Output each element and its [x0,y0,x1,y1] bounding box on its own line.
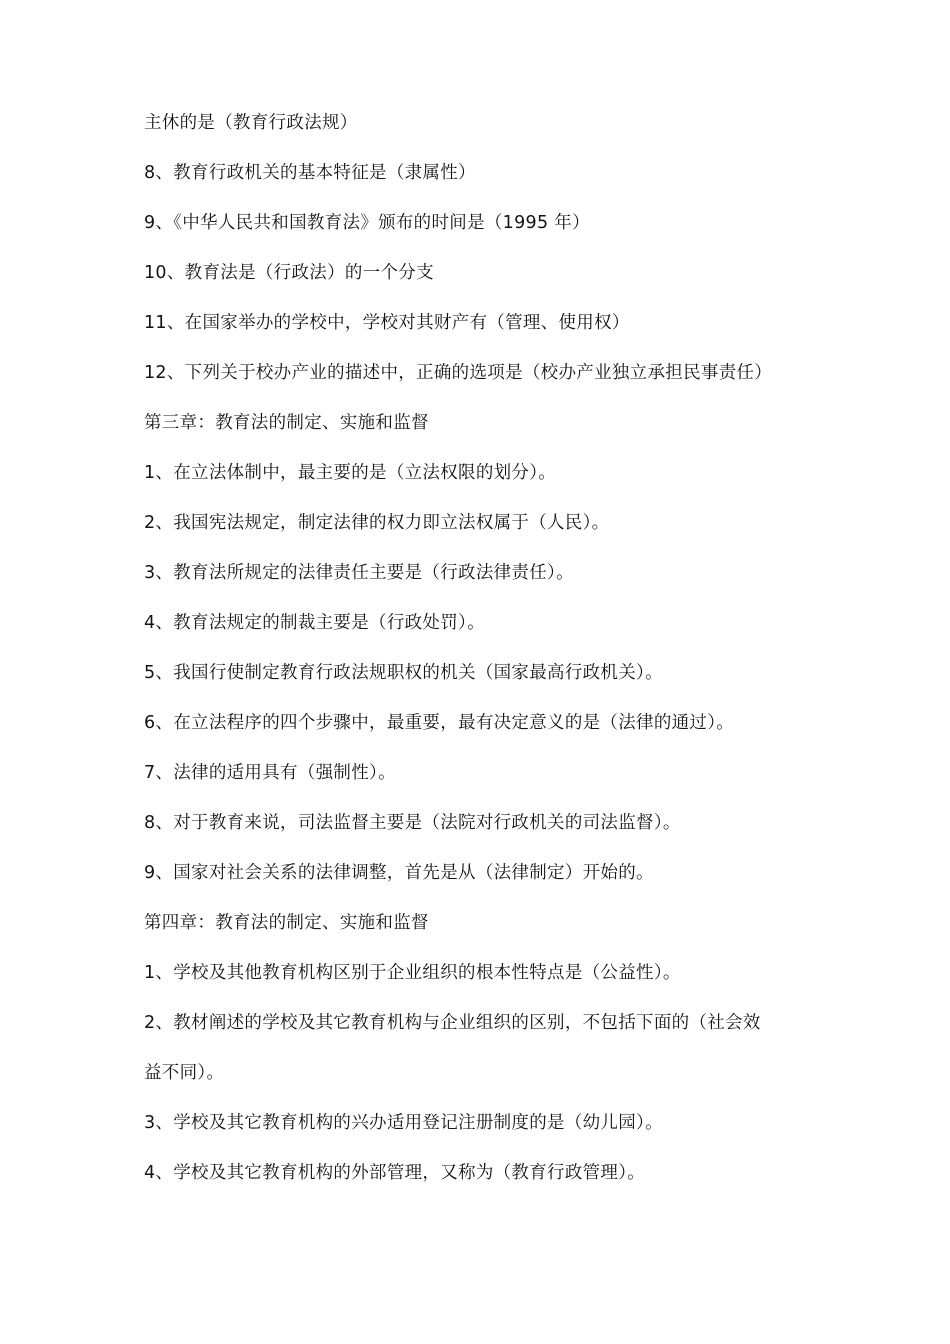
text-line: 益不同）。 [144,1063,225,1083]
text-line: 4、教育法规定的制裁主要是（行政处罚）。 [144,613,485,633]
text-line: 12、下列关于校办产业的描述中，正确的选项是（校办产业独立承担民事责任） [144,363,773,383]
text-line: 10、教育法是（行政法）的一个分支 [144,263,434,283]
text-line: 9、《中华人民共和国教育法》颁布的时间是（1995 年） [144,213,590,233]
chapter-heading: 第四章：教育法的制定、实施和监督 [144,913,429,933]
text-line: 3、学校及其它教育机构的兴办适用登记注册制度的是（幼儿园）。 [144,1113,663,1133]
text-line: 4、学校及其它教育机构的外部管理，又称为（教育行政管理）。 [144,1163,646,1183]
text-line: 8、教育行政机关的基本特征是（隶属性） [144,163,476,183]
text-line: 6、在立法程序的四个步骤中，最重要，最有决定意义的是（法律的通过）。 [144,713,735,733]
text-line: 9、国家对社会关系的法律调整，首先是从（法律制定）开始的。 [144,863,654,883]
text-line: 3、教育法所规定的法律责任主要是（行政法律责任）。 [144,563,574,583]
text-line: 2、教材阐述的学校及其它教育机构与企业组织的区别，不包括下面的（社会效 [144,1013,761,1033]
text-line: 8、对于教育来说，司法监督主要是（法院对行政机关的司法监督）。 [144,813,681,833]
text-line: 主休的是（教育行政法规） [144,113,358,133]
text-line: 7、法律的适用具有（强制性）。 [144,763,396,783]
text-line: 11、在国家举办的学校中，学校对其财产有（管理、使用权） [144,313,630,333]
text-line: 5、我国行使制定教育行政法规职权的机关（国家最高行政机关）。 [144,663,663,683]
text-line: 2、我国宪法规定，制定法律的权力即立法权属于（人民）。 [144,513,610,533]
chapter-heading: 第三章：教育法的制定、实施和监督 [144,413,429,433]
text-line: 1、学校及其他教育机构区别于企业组织的根本性特点是（公益性）。 [144,963,681,983]
document-body [144,108,864,1208]
text-line: 1、在立法体制中，最主要的是（立法权限的划分）。 [144,463,557,483]
